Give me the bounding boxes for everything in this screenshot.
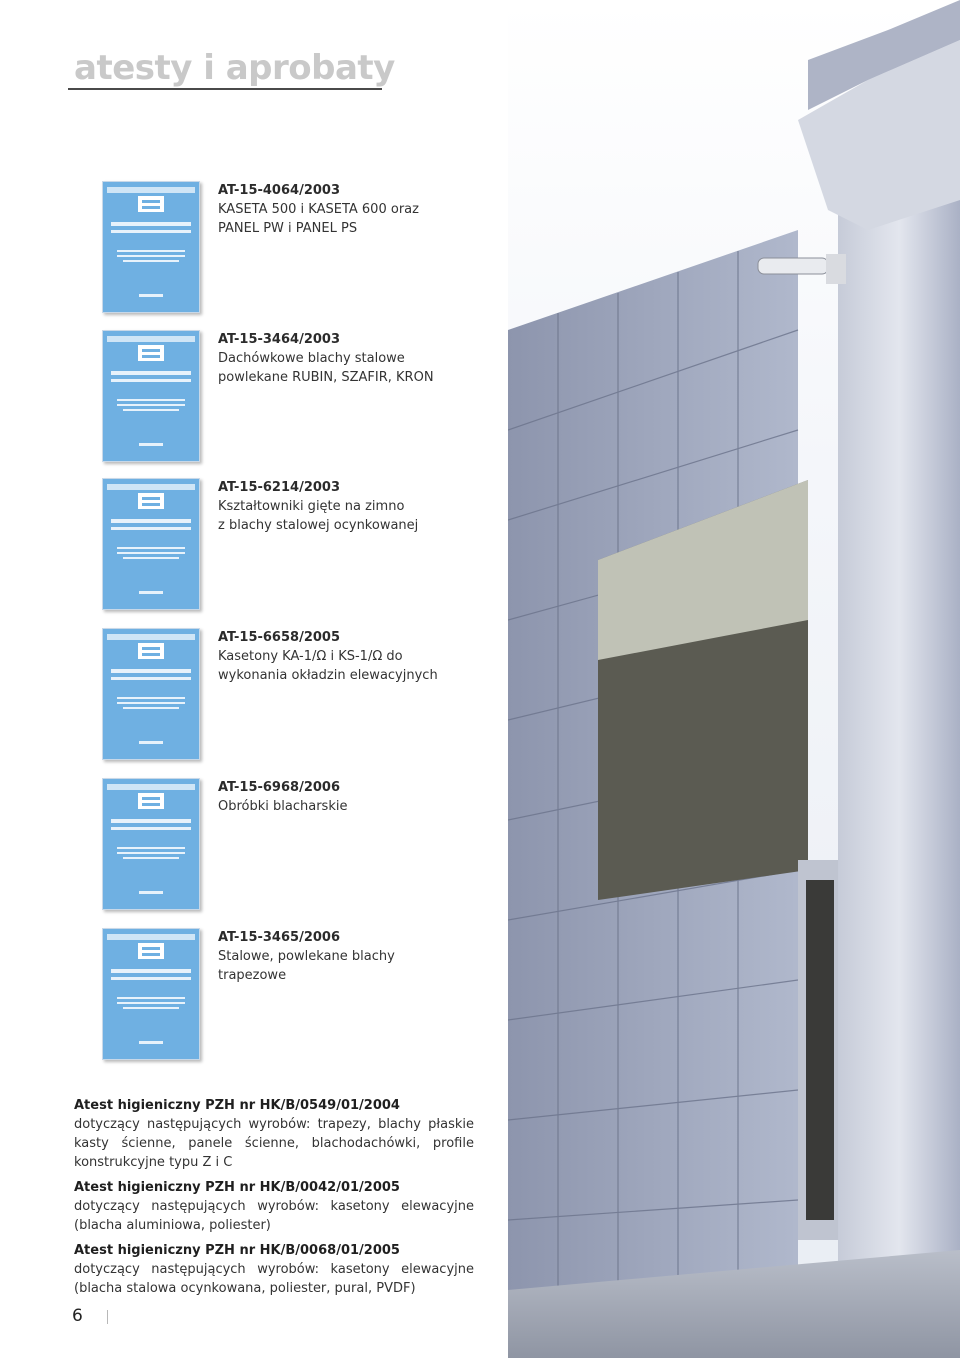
approval-text	[218, 778, 498, 816]
approval-description-line: Obróbki blacharskie	[218, 799, 348, 814]
approval-description-line: Dachówkowe blachy stalowe	[218, 351, 405, 366]
approval-text	[218, 928, 498, 985]
approval-document-cover	[102, 928, 200, 1060]
approval-text	[218, 478, 498, 535]
title-underline	[68, 88, 382, 90]
approval-code: AT-15-4064/2003	[218, 183, 341, 198]
approval-code: AT-15-6968/2006	[218, 780, 341, 795]
approval-text	[218, 181, 498, 238]
approval-text	[218, 330, 498, 387]
building-facade-photo	[508, 0, 960, 1358]
certificate-heading: Atest higieniczny PZH nr HK/B/0549/01/2004	[74, 1098, 400, 1113]
approval-description-line: z blachy stalowej ocynkowanej	[218, 518, 419, 533]
certificate-text: dotyczący następujących wyrobów: trapezy, blachy płaskie kasty ścienne, panele ścienne, blachodachówki, profile konstrukcyjne typu Z i C	[74, 1117, 474, 1170]
approval-description-line: trapezowe	[218, 968, 287, 983]
approval-text	[218, 628, 498, 685]
certificate-item	[74, 1178, 474, 1235]
approval-document-cover	[102, 778, 200, 910]
footer-divider	[107, 1310, 108, 1324]
approval-document-cover	[102, 330, 200, 462]
security-camera	[758, 258, 828, 274]
certificate-item	[74, 1241, 474, 1298]
certificate-heading: Atest higieniczny PZH nr HK/B/0068/01/2005	[74, 1243, 400, 1258]
approval-description-line: Kasetony KA-1/Ω i KS-1/Ω do	[218, 649, 403, 664]
page-title: atesty i aprobaty	[74, 48, 395, 88]
facade-column	[838, 60, 960, 1358]
approval-description-line: Stalowe, powlekane blachy	[218, 949, 395, 964]
approval-document-cover	[102, 628, 200, 760]
approval-document-cover	[102, 181, 200, 313]
approval-description-line: KASETA 500 i KASETA 600 oraz	[218, 202, 419, 217]
approval-description-line: Kształtowniki gięte na zimno	[218, 499, 405, 514]
approval-description-line: wykonania okładzin elewacyjnych	[218, 668, 438, 683]
certificate-text: dotyczący następujących wyrobów: kasetony elewacyjne (blacha aluminiowa, poliester)	[74, 1199, 474, 1233]
certificate-item	[74, 1096, 474, 1172]
approval-code: AT-15-3464/2003	[218, 332, 341, 347]
page-number: 6	[72, 1306, 83, 1326]
certificate-text: dotyczący następujących wyrobów: kasetony elewacyjne (blacha stalowa ocynkowana, poliester, pural, PVDF)	[74, 1262, 474, 1296]
certificate-heading: Atest higieniczny PZH nr HK/B/0042/01/2005	[74, 1180, 400, 1195]
approval-document-cover	[102, 478, 200, 610]
approval-description-line: PANEL PW i PANEL PS	[218, 221, 358, 236]
approval-description-line: powlekane RUBIN, SZAFIR, KRON	[218, 370, 434, 385]
approval-code: AT-15-6658/2005	[218, 630, 341, 645]
building-illustration	[508, 0, 960, 1358]
approval-code: AT-15-3465/2006	[218, 930, 341, 945]
hygiene-certificates	[74, 1096, 474, 1304]
approval-code: AT-15-6214/2003	[218, 480, 341, 495]
